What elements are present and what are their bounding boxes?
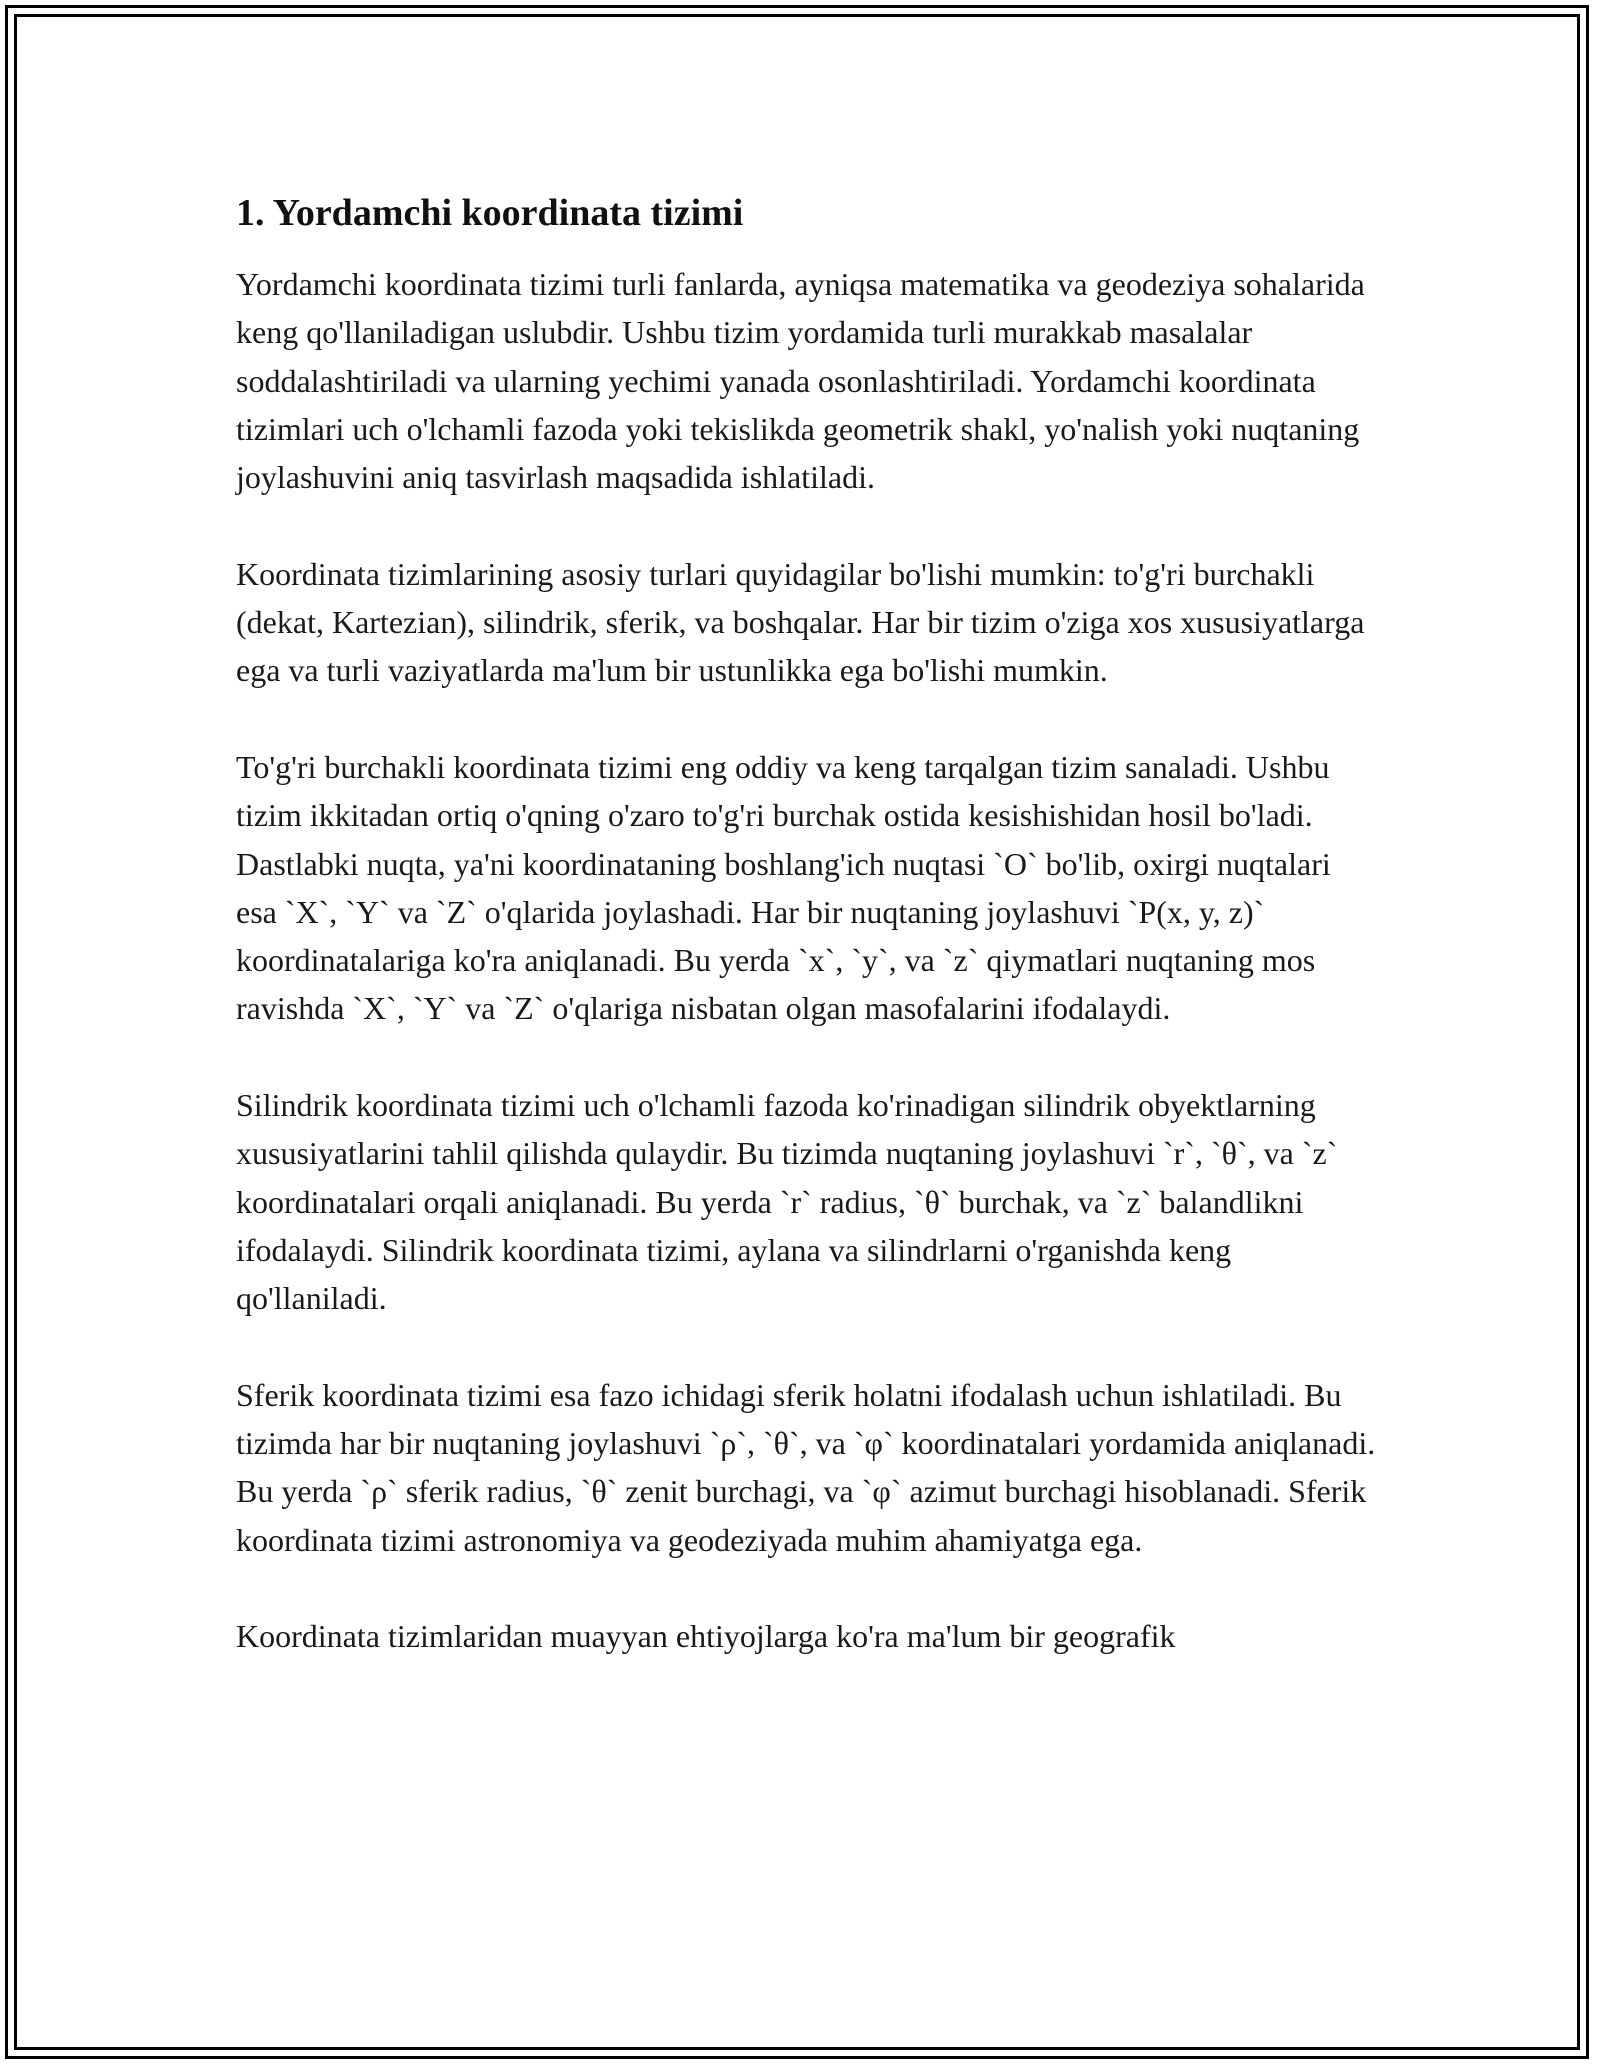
- paragraph-intro: Yordamchi koordinata tizimi turli fanlarda, ayniqsa matematika va geodeziya sohalarida keng qo'llaniladigan uslubdir. Ushbu tizim yordamida turli murakkab masalalar soddalashtiriladi va ularning yechimi yanada osonlashtiriladi. Yordamchi koordinata tizimlari uch o'lchamli fazoda yoki tekislikda geometrik shakl, yo'nalish yoki nuqtaning joylashuvini aniq tasvirlash maqsadida ishlatiladi.: [236, 266, 1365, 496]
- paragraph-spherical: Sferik koordinata tizimi esa fazo ichidagi sferik holatni ifodalash uchun ishlatiladi. Bu tizimda har bir nuqtaning joylashuvi `ρ`, `θ`, va `φ` koordinatalari yordamida aniqlanadi. Bu yerda `ρ` sferik radius, `θ` zenit burchagi, va `φ` azimut burchagi hisoblanadi. Sferik koordinata tizimi astronomiya va geodeziyada muhim ahamiyatga ega.: [236, 1376, 1376, 1558]
- paragraph-cylindrical: Silindrik koordinata tizimi uch o'lchamli fazoda ko'rinadigan silindrik obyektlarning xususiyatlarini tahlil qilishda qulaydir. Bu tizimda nuqtaning joylashuvi `r`, `θ`, va `z` koordinatalari orqali aniqlanadi. Bu yerda `r` radius, `θ` burchak, va `z` balandlikni ifodalaydi. Silindrik koordinata tizimi, aylana va silindrlarni o'rganishda keng qo'llaniladi.: [236, 1087, 1338, 1317]
- paragraph-continuation: Koordinata tizimlaridan muayyan ehtiyojlarga ko'ra ma'lum bir geografik: [236, 1618, 1176, 1655]
- section-heading: 1. Yordamchi koordinata tizimi: [236, 192, 744, 234]
- document-body: [236, 188, 1376, 1709]
- paragraph-types: Koordinata tizimlarining asosiy turlari quyidagilar bo'lishi mumkin: to'g'ri burchakli (dekat, Kartezian), silindrik, sferik, va boshqalar. Har bir tizim o'ziga xos xususiyatlarga ega va turli vaziyatlarda ma'lum bir ustunlikka ega bo'lishi mumkin.: [236, 555, 1365, 689]
- paragraph-cartesian: To'g'ri burchakli koordinata tizimi eng oddiy va keng tarqalgan tizim sanaladi. Ushbu tizim ikkitadan ortiq o'qning o'zaro to'g'ri burchak ostida kesishishidan hosil bo'ladi. Dastlabki nuqta, ya'ni koordinataning boshlang'ich nuqtasi `O` bo'lib, oxirgi nuqtalari esa `X`, `Y` va `Z` o'qlarida joylashadi. Har bir nuqtaning joylashuvi `P(x, y, z)` koordinatalariga ko'ra aniqlanadi. Bu yerda `x`, `y`, va `z` qiymatlari nuqtaning mos ravishda `X`, `Y` va `Z` o'qlariga nisbatan olgan masofalarini ifodalaydi.: [236, 748, 1331, 1027]
